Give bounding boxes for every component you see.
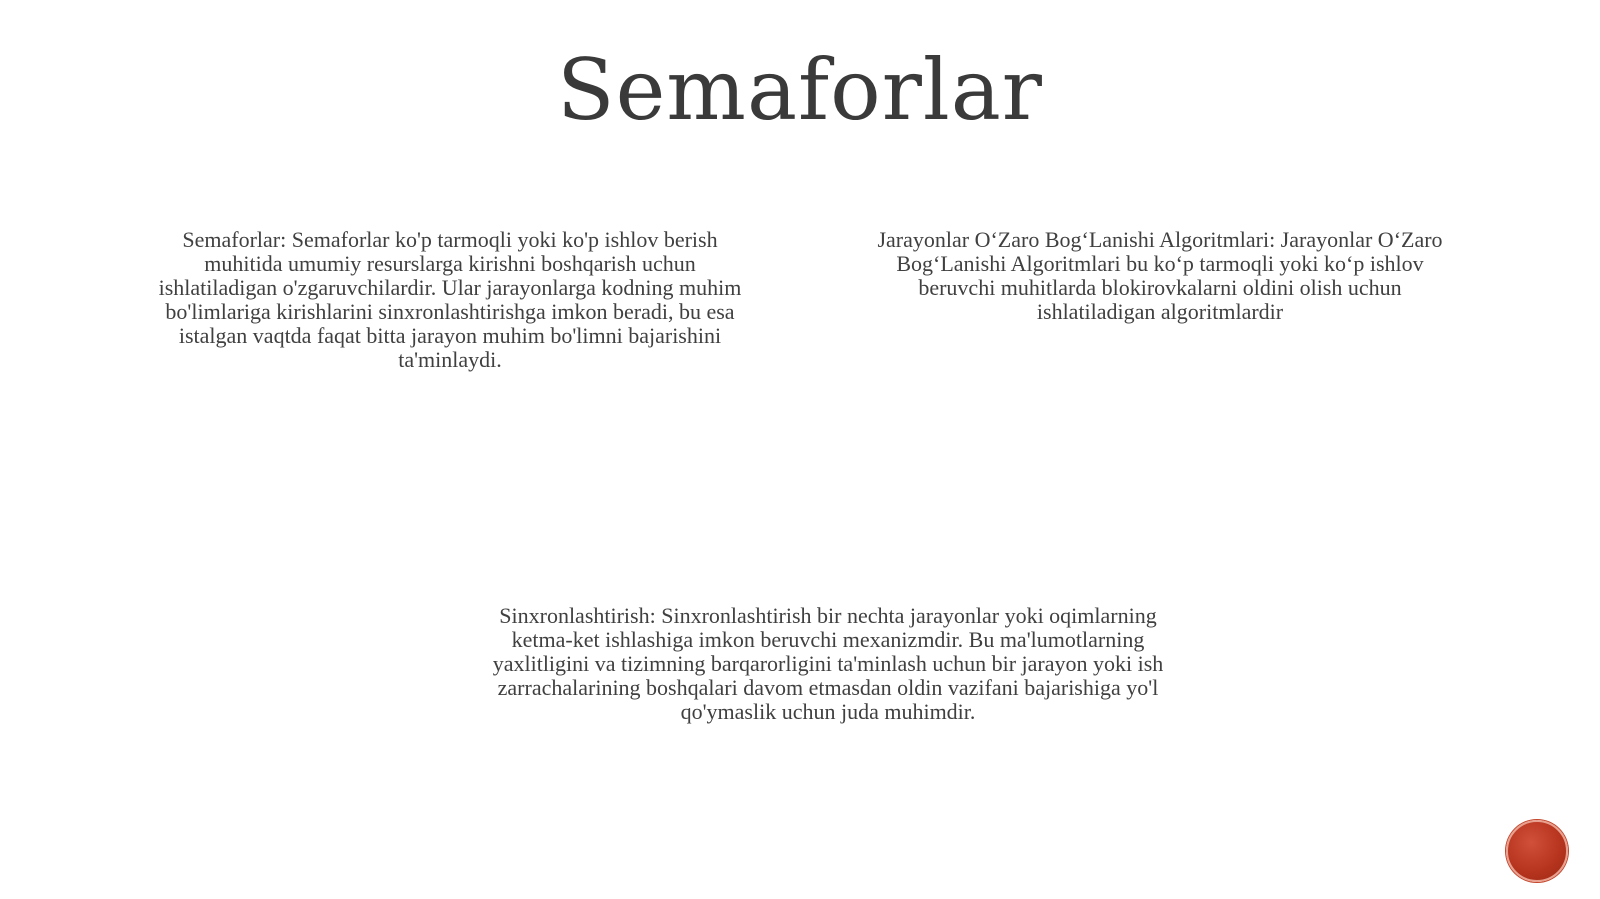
sinxronlashtirish-text-block: Sinxronlashtirish: Sinxronlashtirish bir nechta jarayonlar yoki oqimlarning ketma-ket ishlashiga imkon beruvchi mexanizmdir. Bu ma'lumotlarning yaxlitligini va tizimning barqarorligini ta'minlash uchun bir jarayon yoki ish zarrachalarining boshqalari davom etmasdan oldin vazifani bajarishiga yo'l qo'ymaslik uchun juda muhimdir.	[492, 603, 1164, 724]
semaforlar-text-block: Semaforlar: Semaforlar ko'p tarmoqli yoki ko'p ishlov berish muhitida umumiy resurslarga kirishni boshqarish uchun ishlatiladigan o'zgaruvchilardir. Ular jarayonlarga kodning muhim bo'limlariga kirishlarini sinxronlashtirishga imkon beradi, bu esa istalgan vaqtda faqat bitta jarayon muhim bo'limni bajarishini ta'minlaydi.	[158, 227, 742, 372]
algoritmlar-text-block: Jarayonlar O‘Zaro Bog‘Lanishi Algoritmlari: Jarayonlar O‘Zaro Bog‘Lanishi Algoritmlari bu ko‘p tarmoqli yoki ko‘p ishlov beruvchi muhitlarda blokirovkalarni oldini olish uchun ishlatiladigan algoritmlardir	[877, 227, 1443, 324]
slide-title: Semaforlar	[557, 41, 1043, 139]
circle-button-icon[interactable]	[1506, 820, 1568, 882]
